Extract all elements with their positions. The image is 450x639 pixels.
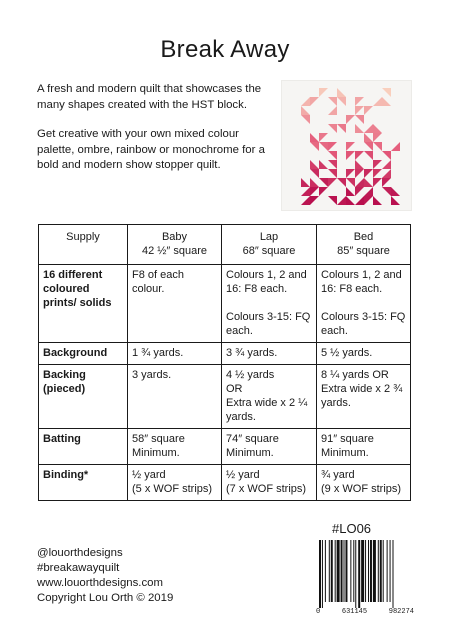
barcode-bar — [383, 540, 384, 602]
quilt-hst-block — [310, 142, 319, 151]
barcode-bar — [350, 540, 351, 602]
barcode-bar — [370, 540, 372, 602]
header-bed-name: Bed — [353, 231, 374, 243]
quilt-hst-block — [328, 169, 337, 178]
quilt-hst-block — [319, 187, 328, 196]
cell-backing-bed — [317, 365, 411, 429]
quilt-hst-block — [373, 142, 382, 151]
barcode-bar — [329, 540, 330, 602]
barcode-bar — [368, 540, 369, 602]
website-link: www.louorthdesigns.com — [37, 577, 163, 589]
row-label-batting: Batting — [39, 429, 128, 465]
barcode-bar — [325, 540, 326, 602]
barcode-number-middle-b: 982274 — [388, 608, 414, 616]
quilt-hst-block — [328, 106, 337, 115]
quilt-hst-block — [355, 124, 364, 133]
cell-background-lap: 3 ¾ yards. — [222, 343, 317, 365]
quilt-hst-block — [310, 133, 319, 142]
quilt-hst-block — [355, 97, 364, 106]
instagram-handle: @louorthdesigns — [37, 547, 123, 559]
table-row — [39, 365, 411, 429]
cell-backing-lap-a: 4 ½ yards — [226, 369, 275, 381]
quilt-image — [281, 80, 412, 211]
quilt-hst-block — [382, 160, 391, 169]
table-row — [39, 265, 411, 343]
footer-credits — [37, 546, 173, 606]
quilt-hst-block — [364, 196, 373, 205]
quilt-hst-block — [364, 178, 373, 187]
quilt-hst-block — [337, 196, 346, 205]
quilt-hst-block — [310, 196, 319, 205]
quilt-hst-block — [346, 187, 355, 196]
quilt-hst-block — [355, 160, 364, 169]
quilt-hst-block — [382, 88, 391, 97]
barcode-bar — [322, 540, 323, 608]
quilt-hst-block — [346, 151, 355, 160]
intro-paragraph-1: A fresh and modern quilt that showcases the many shapes created with the HST block. — [37, 83, 262, 111]
quilt-hst-block — [337, 97, 346, 106]
quilt-hst-block — [346, 142, 355, 151]
quilt-hst-block — [373, 196, 382, 205]
header-supply — [39, 225, 128, 265]
quilt-hst-block — [328, 97, 337, 106]
barcode-bar — [390, 540, 391, 602]
table-header-row — [39, 225, 411, 265]
barcode-number-left: 0 — [316, 608, 321, 616]
quilt-hst-block — [355, 196, 364, 205]
quilt-hst-block — [310, 160, 319, 169]
cell-backing-baby: 3 yards. — [128, 365, 222, 429]
cell-binding-lap — [222, 465, 317, 501]
quilt-hst-block — [373, 124, 382, 133]
cell-binding-lap-b: (7 x WOF strips) — [226, 483, 307, 495]
quilt-hst-block — [391, 142, 400, 151]
cell-binding-baby-a: ½ yard — [132, 469, 166, 481]
header-bed — [317, 225, 411, 265]
quilt-hst-block — [355, 115, 364, 124]
quilt-hst-block — [328, 160, 337, 169]
barcode-numbers — [316, 608, 414, 616]
quilt-hst-block — [328, 124, 337, 133]
header-lap-size: 68″ square — [242, 245, 296, 257]
quilt-hst-block — [364, 187, 373, 196]
page-title: Break Away — [160, 36, 290, 63]
intro-paragraph-2: Get creative with your own mixed colour palette, ombre, rainbow or monochrome for a bold and modern show stopper quilt. — [37, 128, 265, 171]
table-row — [39, 343, 411, 365]
barcode-bar — [361, 540, 364, 602]
quilt-hst-block — [382, 151, 391, 160]
header-lap-name: Lap — [259, 231, 279, 243]
barcode-bar — [387, 540, 388, 602]
cell-batting-bed: 91″ square Minimum. — [317, 429, 411, 465]
quilt-hst-block — [364, 133, 373, 142]
table-row — [39, 465, 411, 501]
quilt-hst-block — [364, 169, 373, 178]
cell-binding-lap-a: ½ yard — [226, 469, 260, 481]
barcode-bar — [319, 540, 321, 608]
quilt-hst-block — [337, 178, 346, 187]
supply-table — [38, 224, 411, 501]
quilt-hst-block — [319, 142, 328, 151]
quilt-hst-block — [310, 169, 319, 178]
quilt-hst-block — [364, 142, 373, 151]
barcode-bar — [393, 540, 394, 608]
header-baby-size: 42 ½″ square — [141, 245, 208, 257]
quilt-hst-block — [319, 160, 328, 169]
header-baby — [128, 225, 222, 265]
row-label-background: Background — [39, 343, 128, 365]
barcode-bar — [341, 540, 343, 602]
barcode-bar — [378, 540, 379, 602]
quilt-hst-block — [337, 124, 346, 133]
quilt-hst-block — [310, 178, 319, 187]
barcode-bar — [353, 540, 354, 602]
quilt-hst-block — [382, 169, 391, 178]
intro-text — [37, 82, 277, 188]
quilt-hst-block — [301, 196, 310, 205]
cell-binding-bed — [317, 465, 411, 501]
quilt-hst-block — [328, 151, 337, 160]
quilt-hst-block — [337, 88, 346, 97]
cell-batting-baby: 58″ square Minimum. — [128, 429, 222, 465]
cell-backing-bed-a: 8 ¼ yards OR — [321, 369, 389, 381]
barcode-bar — [344, 540, 345, 602]
quilt-hst-block — [355, 169, 364, 178]
quilt-hst-block — [328, 196, 337, 205]
cell-backing-lap-b: OR — [226, 383, 243, 395]
cell-backing-lap — [222, 365, 317, 429]
quilt-hst-block — [346, 115, 355, 124]
cell-batting-lap: 74″ square Minimum. — [222, 429, 317, 465]
quilt-hst-block — [346, 196, 355, 205]
quilt-hst-block — [346, 178, 355, 187]
quilt-hst-block — [373, 178, 382, 187]
quilt-hst-block — [364, 124, 373, 133]
quilt-hst-block — [391, 187, 400, 196]
cell-backing-lap-c: Extra wide x 2 ¼ yards. — [226, 397, 308, 423]
barcode-bar — [331, 540, 333, 602]
quilt-hst-block — [346, 169, 355, 178]
header-lap — [222, 225, 317, 265]
barcode-bar — [335, 540, 336, 602]
row-label-prints: 16 different coloured prints/ solids — [39, 265, 128, 343]
copyright: Copyright Lou Orth © 2019 — [37, 592, 174, 604]
cell-prints-lap — [222, 265, 317, 343]
barcode-bar — [358, 540, 360, 608]
cell-background-baby: 1 ¾ yards. — [128, 343, 222, 365]
quilt-hst-block — [382, 187, 391, 196]
quilt-hst-block — [364, 151, 373, 160]
cell-prints-bed — [317, 265, 411, 343]
quilt-hst-block — [373, 133, 382, 142]
hashtag: #breakawayquilt — [37, 562, 120, 574]
cell-binding-bed-a: ¾ yard — [321, 469, 355, 481]
quilt-hst-block — [310, 97, 319, 106]
quilt-hst-block — [301, 106, 310, 115]
quilt-hst-block — [301, 97, 310, 106]
cell-prints-lap-a: Colours 1, 2 and 16: F8 each. — [226, 269, 307, 295]
quilt-hst-block — [319, 133, 328, 142]
cell-binding-bed-b: (9 x WOF strips) — [321, 483, 402, 495]
quilt-hst-block — [319, 88, 328, 97]
quilt-hst-block — [382, 97, 391, 106]
quilt-hst-block — [355, 151, 364, 160]
cell-prints-bed-b: Colours 3-15: FQ each. — [321, 311, 406, 337]
barcode-bar — [345, 540, 347, 602]
quilt-hst-block — [328, 178, 337, 187]
cell-background-bed: 5 ½ yards. — [317, 343, 411, 365]
cell-binding-baby — [128, 465, 222, 501]
quilt-hst-block — [355, 187, 364, 196]
cell-binding-baby-b: (5 x WOF strips) — [132, 483, 213, 495]
quilt-hst-block — [301, 187, 310, 196]
quilt-hst-block — [373, 160, 382, 169]
table-row — [39, 429, 411, 465]
quilt-hst-block — [373, 169, 382, 178]
pattern-code: #LO06 — [332, 521, 372, 536]
barcode-bar — [337, 540, 340, 602]
quilt-artwork — [281, 80, 412, 211]
quilt-hst-block — [382, 178, 391, 187]
barcode-number-middle-a: 631145 — [341, 608, 368, 616]
barcode-bar — [355, 540, 356, 608]
quilt-hst-block — [391, 196, 400, 205]
quilt-hst-block — [364, 106, 373, 115]
barcode-bar — [373, 540, 376, 602]
quilt-hst-block — [355, 178, 364, 187]
cell-prints-bed-a: Colours 1, 2 and 16: F8 each. — [321, 269, 402, 295]
barcode-bar — [380, 540, 382, 602]
quilt-hst-block — [301, 178, 310, 187]
barcode-bar — [365, 540, 366, 602]
cell-prints-baby: F8 of each colour. — [128, 265, 222, 343]
quilt-hst-block — [319, 178, 328, 187]
cell-prints-lap-b: Colours 3-15: FQ each. — [226, 311, 311, 337]
row-label-binding: Binding* — [39, 465, 128, 501]
row-label-backing: Backing (pieced) — [39, 365, 128, 429]
header-supply-label: Supply — [66, 231, 100, 243]
quilt-hst-block — [355, 106, 364, 115]
quilt-hst-block — [328, 142, 337, 151]
barcode-icon — [319, 540, 411, 608]
header-baby-name: Baby — [161, 231, 188, 243]
header-bed-size: 85″ square — [337, 245, 390, 257]
quilt-hst-block — [310, 187, 319, 196]
quilt-hst-block — [301, 115, 310, 124]
quilt-hst-block — [373, 97, 382, 106]
cell-backing-bed-b: Extra wide x 2 ¾ yards. — [321, 383, 403, 409]
